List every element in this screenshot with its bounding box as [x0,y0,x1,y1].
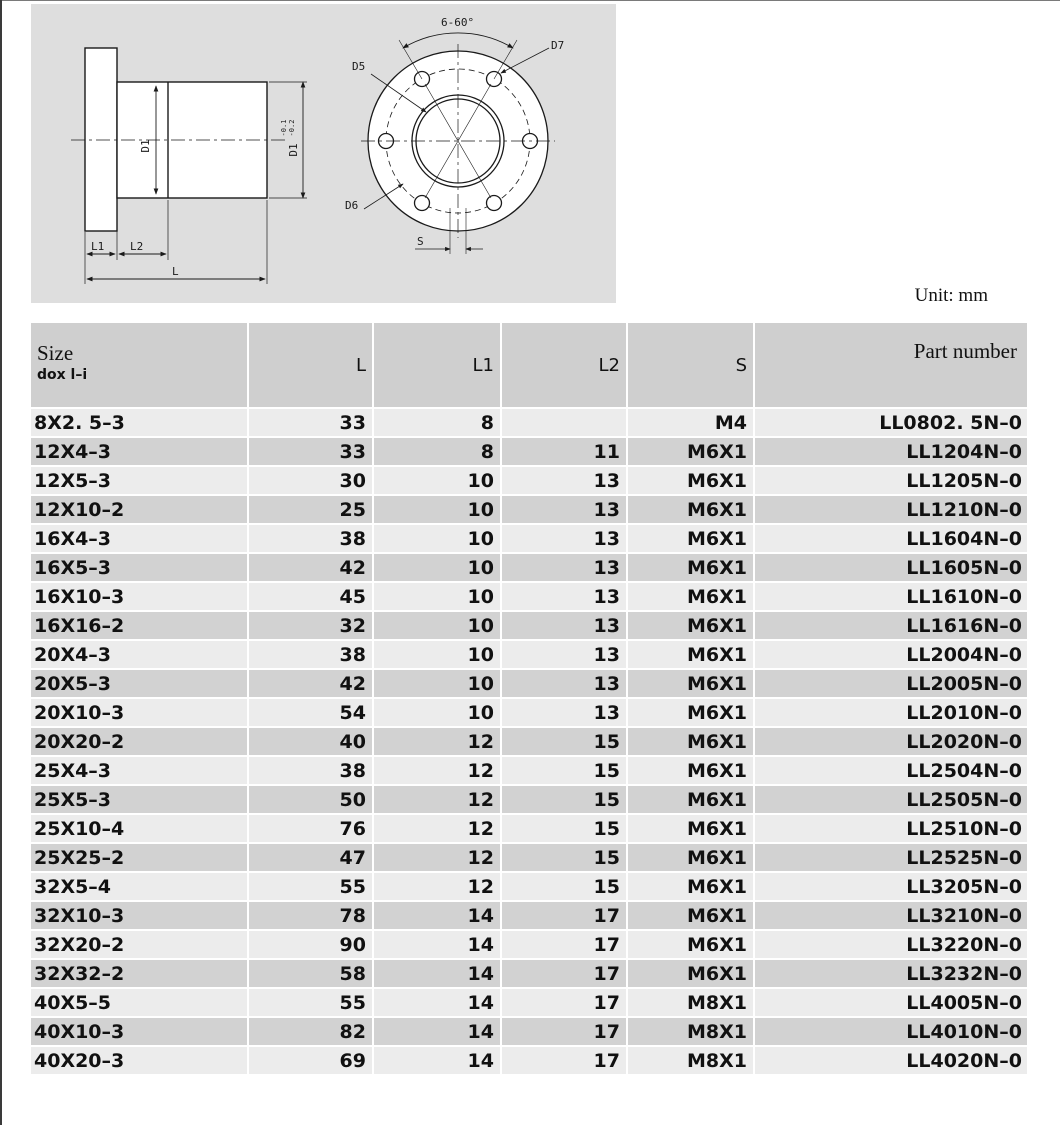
table-body [31,407,1027,1074]
table-row [31,1045,1027,1074]
cell-l: 90 [249,929,374,958]
cell-s: M8X1 [628,1045,755,1074]
cell-s: M6X1 [628,871,755,900]
cell-l2: 13 [502,610,628,639]
side-view [71,48,307,284]
cell-l: 42 [249,552,374,581]
cell-part-number: LL3232N–0 [755,958,1027,987]
cell-l2: 15 [502,726,628,755]
cell-size: 40X5–5 [31,987,249,1016]
table-row [31,842,1027,871]
header-part-number: Part number [755,323,1027,407]
cell-part-number: LL4010N–0 [755,1016,1027,1045]
cell-size: 16X4–3 [31,523,249,552]
cell-l1: 10 [374,552,502,581]
cell-part-number: LL1604N–0 [755,523,1027,552]
cell-s: M6X1 [628,581,755,610]
bolt-hole [487,196,502,211]
cell-l1: 12 [374,784,502,813]
cell-s: M6X1 [628,523,755,552]
cell-l: 33 [249,436,374,465]
cell-size: 12X4–3 [31,436,249,465]
cell-part-number: LL2020N–0 [755,726,1027,755]
cell-l: 33 [249,407,374,436]
cell-l2: 13 [502,552,628,581]
cell-size: 32X5–4 [31,871,249,900]
cell-l2: 13 [502,581,628,610]
cell-l: 25 [249,494,374,523]
d7-label: D7 [551,39,565,52]
table-row [31,581,1027,610]
table-row [31,755,1027,784]
cell-l1: 10 [374,639,502,668]
l1-label: L1 [91,240,105,253]
cell-l1: 12 [374,871,502,900]
cell-l2: 13 [502,668,628,697]
flange-body [85,48,117,231]
cell-l: 40 [249,726,374,755]
cell-size: 32X20–2 [31,929,249,958]
cell-l2: 15 [502,842,628,871]
cell-l: 47 [249,842,374,871]
cell-size: 20X20–2 [31,726,249,755]
table-row [31,494,1027,523]
cell-l: 38 [249,523,374,552]
cell-l2: 17 [502,1016,628,1045]
cell-part-number: LL2005N–0 [755,668,1027,697]
cell-l2: 13 [502,523,628,552]
table-row [31,465,1027,494]
cell-l1: 14 [374,987,502,1016]
d5-label: D5 [352,60,366,73]
cell-size: 20X4–3 [31,639,249,668]
table-row [31,726,1027,755]
cell-l: 69 [249,1045,374,1074]
cell-part-number: LL2504N–0 [755,755,1027,784]
cell-l: 38 [249,755,374,784]
cell-l1: 12 [374,726,502,755]
cell-l2: 13 [502,465,628,494]
table-row [31,436,1027,465]
cell-l1: 8 [374,407,502,436]
cell-l2: 11 [502,436,628,465]
cell-size: 40X10–3 [31,1016,249,1045]
cell-l1: 14 [374,900,502,929]
cell-size: 12X10–2 [31,494,249,523]
cell-l: 76 [249,813,374,842]
d7-leader [501,48,549,73]
cell-l2: 15 [502,784,628,813]
cell-part-number: LL2004N–0 [755,639,1027,668]
header-size-subtitle: dox l–i [37,367,88,383]
cell-l: 78 [249,900,374,929]
cell-s: M6X1 [628,697,755,726]
cell-part-number: LL2505N–0 [755,784,1027,813]
cell-s: M6X1 [628,639,755,668]
cell-s: M6X1 [628,900,755,929]
cell-l: 55 [249,987,374,1016]
cell-part-number: LL1210N–0 [755,494,1027,523]
cell-l2: 15 [502,755,628,784]
cell-l2 [502,407,628,436]
cell-s: M8X1 [628,987,755,1016]
cell-s: M6X1 [628,552,755,581]
table-row [31,900,1027,929]
table-row [31,668,1027,697]
cell-l1: 14 [374,1016,502,1045]
cell-l: 82 [249,1016,374,1045]
cell-size: 32X10–3 [31,900,249,929]
cell-part-number: LL2525N–0 [755,842,1027,871]
table-row [31,697,1027,726]
cell-s: M6X1 [628,813,755,842]
holes-angle-label: 6-60° [441,16,475,29]
cell-l2: 17 [502,958,628,987]
table-row [31,523,1027,552]
cell-s: M6X1 [628,755,755,784]
cell-part-number: LL1205N–0 [755,465,1027,494]
cell-l2: 15 [502,871,628,900]
cell-l2: 13 [502,494,628,523]
cell-size: 20X5–3 [31,668,249,697]
cell-s: M4 [628,407,755,436]
cell-l: 58 [249,958,374,987]
unit-label: Unit: mm [914,285,988,306]
table-row [31,407,1027,436]
l-label: L [172,265,179,278]
cell-size: 16X5–3 [31,552,249,581]
table-row [31,929,1027,958]
header-l2: L2 [502,323,628,407]
cell-l1: 10 [374,610,502,639]
cell-l: 30 [249,465,374,494]
technical-drawing [31,4,616,303]
cell-l2: 17 [502,987,628,1016]
cell-s: M6X1 [628,465,755,494]
cell-s: M6X1 [628,494,755,523]
cell-l2: 17 [502,929,628,958]
cell-part-number: LL1204N–0 [755,436,1027,465]
cell-size: 16X10–3 [31,581,249,610]
cell-s: M6X1 [628,842,755,871]
table-row [31,958,1027,987]
cell-l: 54 [249,697,374,726]
cell-s: M8X1 [628,1016,755,1045]
cell-l: 55 [249,871,374,900]
cell-part-number: LL1610N–0 [755,581,1027,610]
front-view [361,33,555,254]
bolt-hole [415,196,430,211]
header-l: L [249,323,374,407]
cell-part-number: LL2010N–0 [755,697,1027,726]
l2-label: L2 [130,240,144,253]
cell-l1: 10 [374,581,502,610]
page-top-border [0,0,1060,1]
cell-part-number: LL4005N–0 [755,987,1027,1016]
cell-s: M6X1 [628,668,755,697]
cell-size: 8X2. 5–3 [31,407,249,436]
cell-l1: 12 [374,813,502,842]
cell-size: 32X32–2 [31,958,249,987]
table-row [31,639,1027,668]
cell-s: M6X1 [628,958,755,987]
cell-l: 50 [249,784,374,813]
table-row [31,552,1027,581]
drawing-svg [31,4,616,303]
table-row [31,987,1027,1016]
cell-size: 25X4–3 [31,755,249,784]
d1-tol-upper: -0.1 [280,119,288,137]
cell-s: M6X1 [628,436,755,465]
cell-part-number: LL1605N–0 [755,552,1027,581]
table-row [31,784,1027,813]
specification-table [31,323,1027,1074]
header-s: S [628,323,755,407]
cell-s: M6X1 [628,610,755,639]
s-label: S [417,235,424,248]
header-l1: L1 [374,323,502,407]
cell-l1: 10 [374,523,502,552]
header-size-title: Size [37,341,74,365]
cell-l2: 17 [502,900,628,929]
cell-l1: 10 [374,668,502,697]
cell-l1: 10 [374,465,502,494]
cell-l2: 13 [502,697,628,726]
table-row [31,813,1027,842]
cell-l1: 10 [374,494,502,523]
cell-size: 25X5–3 [31,784,249,813]
header-size [31,323,249,407]
table-row [31,871,1027,900]
cell-l: 42 [249,668,374,697]
cell-l: 38 [249,639,374,668]
table-row [31,1016,1027,1045]
cell-s: M6X1 [628,726,755,755]
cell-part-number: LL3220N–0 [755,929,1027,958]
cell-part-number: LL0802. 5N–0 [755,407,1027,436]
cell-part-number: LL2510N–0 [755,813,1027,842]
cell-s: M6X1 [628,784,755,813]
cell-part-number: LL3210N–0 [755,900,1027,929]
cell-l1: 10 [374,697,502,726]
cell-l1: 12 [374,842,502,871]
page-left-border [0,0,2,1125]
cell-l1: 14 [374,1045,502,1074]
cell-l1: 12 [374,755,502,784]
d1-label-right: D1 [287,143,300,157]
cell-part-number: LL1616N–0 [755,610,1027,639]
cell-l: 45 [249,581,374,610]
cell-part-number: LL3205N–0 [755,871,1027,900]
cell-l2: 15 [502,813,628,842]
cell-part-number: LL4020N–0 [755,1045,1027,1074]
table-header-row [31,323,1027,407]
cell-l1: 8 [374,436,502,465]
cell-size: 12X5–3 [31,465,249,494]
cell-size: 40X20–3 [31,1045,249,1074]
cell-l2: 17 [502,1045,628,1074]
d6-label: D6 [345,199,359,212]
cell-size: 25X25–2 [31,842,249,871]
cell-l2: 13 [502,639,628,668]
table-row [31,610,1027,639]
d1-label-left: D1 [139,139,152,153]
cell-s: M6X1 [628,929,755,958]
cell-size: 20X10–3 [31,697,249,726]
cell-size: 25X10–4 [31,813,249,842]
d1-tol-lower: -0.2 [288,119,296,137]
cell-l1: 14 [374,929,502,958]
cell-l1: 14 [374,958,502,987]
cell-l: 32 [249,610,374,639]
cell-size: 16X16–2 [31,610,249,639]
